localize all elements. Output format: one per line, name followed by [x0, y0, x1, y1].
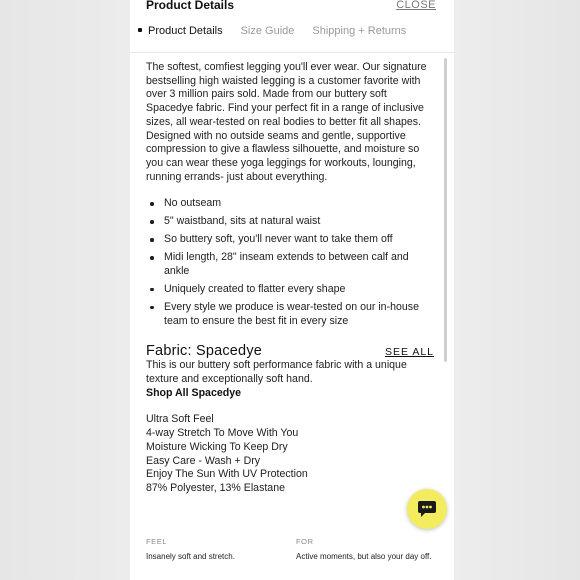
chat-bubble-icon — [416, 499, 438, 519]
fabric-feature-list — [146, 413, 434, 495]
right-backdrop — [454, 0, 580, 580]
list-item: Easy Care - Wash + Dry — [146, 454, 261, 467]
attribute-value: Insanely soft and stretch. — [146, 552, 235, 561]
fabric-title: Fabric: Spacedye — [146, 342, 263, 359]
list-item: Ultra Soft Feel — [146, 413, 214, 426]
attribute-label: FEEL — [146, 537, 168, 546]
list-item: Every style we produce is wear-tested on our in-house team to ensure the best fit in every size — [146, 301, 434, 329]
scrollbar[interactable] — [444, 58, 447, 362]
list-item: 4-way Stretch To Move With You — [146, 427, 299, 440]
list-item: 5" waistband, sits at natural waist — [146, 215, 434, 229]
tab-product-details[interactable] — [138, 25, 223, 37]
tab-size-guide[interactable]: Size Guide — [240, 25, 295, 37]
panel-header — [146, 0, 436, 16]
fabric-heading-row — [146, 342, 434, 360]
list-item: Moisture Wicking To Keep Dry — [146, 440, 288, 453]
details-content — [146, 61, 434, 496]
fabric-description: This is our buttery soft performance fabric with a unique texture and exceptionally soft hand. — [146, 359, 407, 385]
panel-title: Product Details — [146, 0, 235, 12]
list-item: Uniquely created to flatter every shape — [146, 283, 434, 297]
attribute-feel — [146, 537, 296, 561]
tab-bar — [138, 25, 424, 37]
attribute-for — [296, 537, 446, 561]
list-item: Midi length, 28" inseam extends to between calf and ankle — [146, 251, 434, 279]
tab-divider — [130, 52, 454, 53]
tab-label: Product Details — [148, 25, 223, 37]
close-button[interactable]: CLOSE — [396, 0, 436, 11]
feature-bullet-list — [146, 197, 434, 328]
tab-shipping-returns[interactable]: Shipping + Returns — [312, 25, 407, 37]
left-backdrop — [0, 0, 130, 580]
product-details-panel — [130, 0, 454, 580]
attribute-value: Active moments, but also your day off. — [296, 552, 432, 561]
list-item: So buttery soft, you'll never want to take them off — [146, 233, 434, 247]
list-item: 87% Polyester, 13% Elastane — [146, 481, 285, 494]
attribute-grid — [146, 537, 446, 561]
chat-button[interactable] — [407, 489, 447, 529]
list-item: Enjoy The Sun With UV Protection — [146, 468, 308, 481]
attribute-label: FOR — [296, 537, 314, 546]
see-all-link[interactable]: SEE ALL — [384, 345, 434, 358]
active-tab-indicator — [138, 28, 142, 32]
shop-all-spacedye-link[interactable]: Shop All Spacedye — [146, 386, 241, 399]
list-item: No outseam — [146, 197, 434, 211]
product-description: The softest, comfiest legging you'll ever wear. Our signature bestselling high waisted legging is a customer favorite with over 3 million pairs sold. Made from our buttery soft Spacedye fabric. Find your perfect fit in a range of inclusive sizes, all wear-tested on real bodies to better fit all shapes. Designed with no outside seams and gentle, supportive compression to give a flawless silhouette, and moisture so you can wear these yoga leggings for workouts, lounging, running errands- just about everything. — [146, 61, 427, 183]
